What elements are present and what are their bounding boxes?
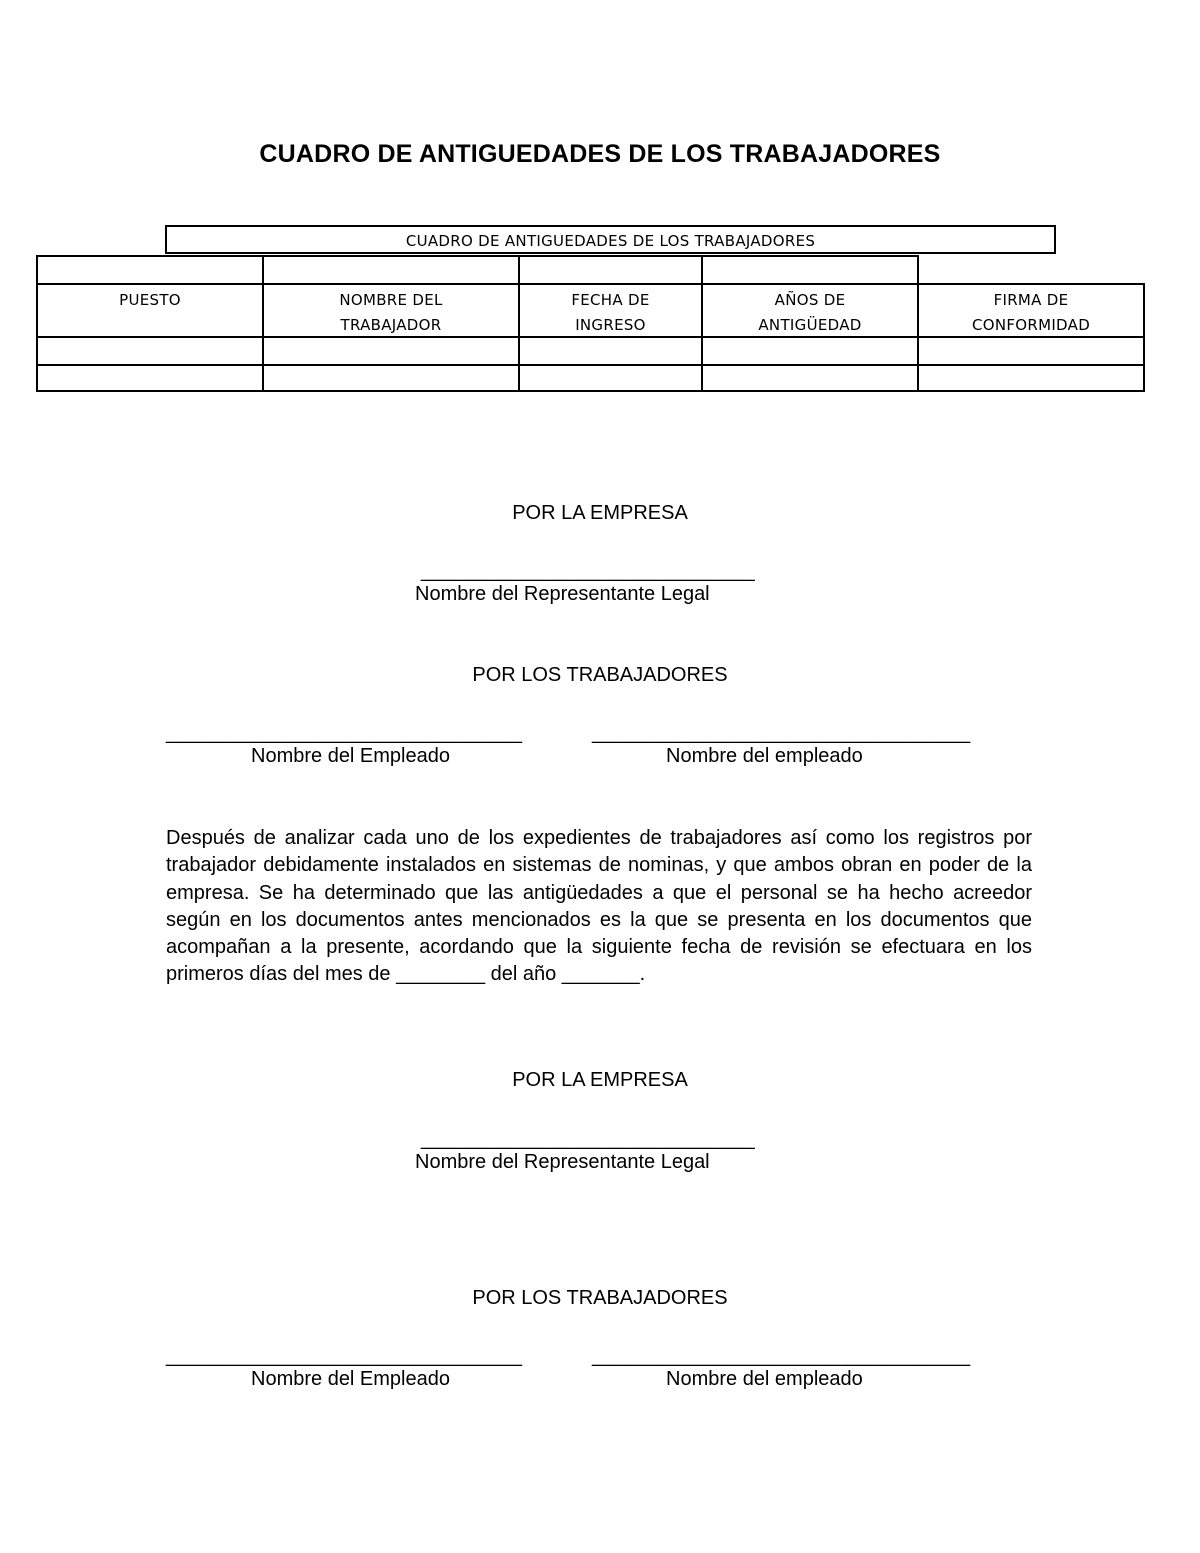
document-title: CUADRO DE ANTIGUEDADES DE LOS TRABAJADORES bbox=[259, 140, 941, 168]
table-top-cell bbox=[36, 255, 264, 285]
table-cell bbox=[917, 336, 1145, 366]
table-header-firma bbox=[917, 283, 1145, 338]
worker-signature-line-left: ________________________________ bbox=[166, 722, 522, 744]
header-line: FECHA DE bbox=[571, 291, 650, 309]
header-line: CONFORMIDAD bbox=[971, 316, 1091, 334]
worker-signature-line-right: __________________________________ bbox=[592, 1345, 971, 1367]
worker-signature-line-left: ________________________________ bbox=[166, 1345, 522, 1367]
header-line: FIRMA DE bbox=[993, 291, 1069, 309]
table-header-puesto bbox=[36, 283, 264, 338]
header-line: ANTIGÜEDAD bbox=[758, 316, 862, 334]
seniority-table bbox=[0, 0, 1200, 400]
table-cell bbox=[262, 336, 520, 366]
table-cell bbox=[917, 364, 1145, 392]
table-caption: CUADRO DE ANTIGUEDADES DE LOS TRABAJADORES bbox=[165, 225, 1056, 254]
company-signature-line: ______________________________ bbox=[421, 560, 755, 582]
company-signature-line: ______________________________ bbox=[421, 1128, 755, 1150]
company-representative-name: Nombre del Representante Legal bbox=[415, 583, 710, 605]
table-cell bbox=[701, 336, 919, 366]
table-cell bbox=[518, 336, 703, 366]
table-top-cell bbox=[701, 255, 919, 285]
worker-name-right: Nombre del empleado bbox=[666, 745, 863, 767]
company-representative-name: Nombre del Representante Legal bbox=[415, 1151, 710, 1173]
table-cell bbox=[36, 336, 264, 366]
table-header-fecha bbox=[518, 283, 703, 338]
table-cell bbox=[701, 364, 919, 392]
table-top-cell bbox=[518, 255, 703, 285]
worker-name-right: Nombre del empleado bbox=[666, 1368, 863, 1390]
worker-signature-line-right: __________________________________ bbox=[592, 722, 971, 744]
table-cell bbox=[262, 364, 520, 392]
header-line: AÑOS DE bbox=[774, 291, 846, 309]
header-line: PUESTO bbox=[119, 291, 181, 309]
table-cell bbox=[36, 364, 264, 392]
worker-name-left: Nombre del Empleado bbox=[251, 745, 450, 767]
company-label: POR LA EMPRESA bbox=[512, 502, 688, 524]
header-line: INGRESO bbox=[575, 316, 646, 334]
table-top-right-line bbox=[917, 255, 919, 285]
header-line: NOMBRE DEL bbox=[339, 291, 443, 309]
workers-label: POR LOS TRABAJADORES bbox=[472, 1287, 728, 1309]
table-header-nombre bbox=[262, 283, 520, 338]
company-label: POR LA EMPRESA bbox=[512, 1069, 688, 1091]
table-cell bbox=[518, 364, 703, 392]
workers-label: POR LOS TRABAJADORES bbox=[472, 664, 728, 686]
worker-name-left: Nombre del Empleado bbox=[251, 1368, 450, 1390]
table-header-anos bbox=[701, 283, 919, 338]
table-top-cell bbox=[262, 255, 520, 285]
header-line: TRABAJADOR bbox=[340, 316, 442, 334]
agreement-paragraph: Después de analizar cada uno de los expedientes de trabajadores así como los registros por trabajador debidamente instalados en sistemas de nominas, y que ambos obran en poder de la empresa. Se ha determinado que las antigüedades a que el personal se ha hecho acreedor según en los documentos antes mencionados es la que se presenta en los documentos que acompañan a la presente, acordando que la siguiente fecha de revisión se efectuara en los primeros días del mes de ________ del año _______. bbox=[166, 827, 1032, 986]
